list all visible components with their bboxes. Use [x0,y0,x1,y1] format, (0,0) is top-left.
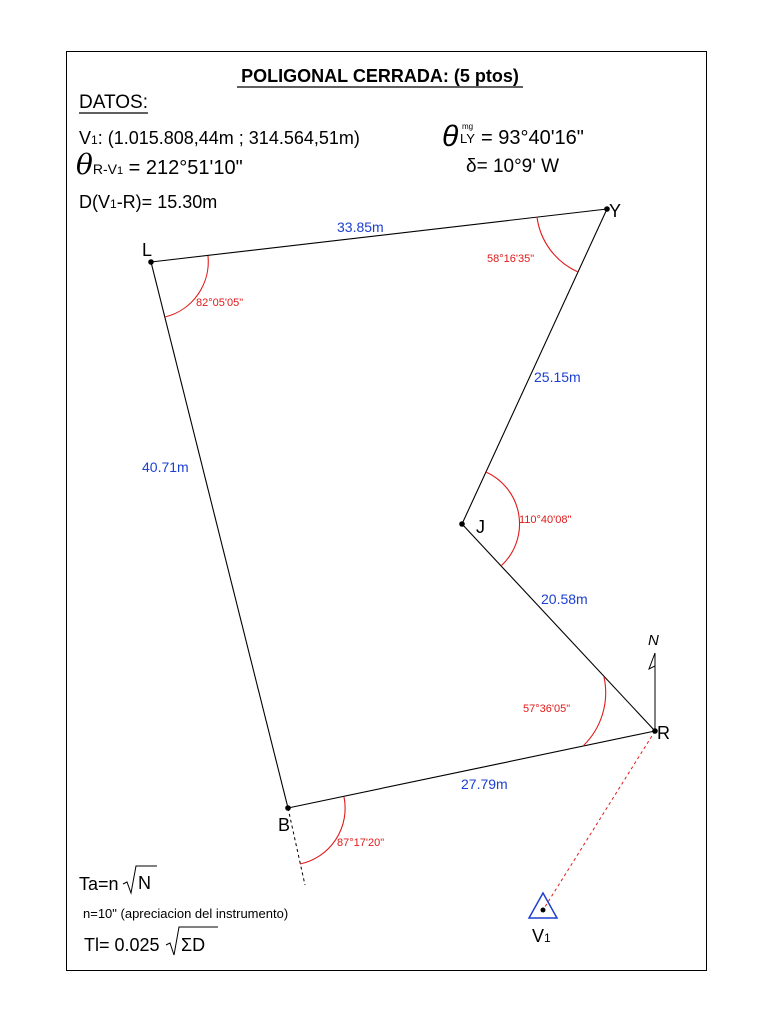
theta-ly-subscript: LY [460,131,475,146]
theta-ly-symbol: θ [442,120,459,153]
v1-station-icon [529,893,557,918]
theta-ly-value: = 93°40'16" [481,127,584,149]
point-label-v1: V1 [532,926,551,946]
edge-y-j [462,209,607,524]
datos-heading: DATOS: [79,92,148,113]
point-label-b: B [278,815,291,835]
angle-label-j: 110°40'08" [519,514,572,526]
declination-delta: δ= 10°9' W [466,156,560,177]
north-label: N [648,632,659,649]
angle-label-l: 82°05'05" [196,297,244,309]
distance-label-ly: 33.85m [337,219,384,235]
formula-ta-radicand: N [138,873,151,893]
north-arrow-icon [649,653,655,731]
point-label-j: J [476,517,485,537]
arc-b [300,797,345,864]
r-v1-line [543,731,655,910]
vertex-l [148,259,154,265]
point-label-y: Y [609,201,622,221]
arc-j [486,472,520,566]
page-title: POLIGONAL CERRADA: (5 ptos) [241,66,519,86]
angle-label-r: 57°36'05" [523,703,571,715]
edge-j-r [462,524,655,731]
arc-r [583,677,606,746]
distance-label-bl: 40.71m [142,459,189,475]
distance-label-yj: 25.15m [534,369,581,385]
theta-rv1: θR-V1 = 212°51'10" [76,148,243,181]
formula-tl-radicand: ΣD [181,935,206,955]
angle-label-y: 58°16'35" [487,253,535,265]
b-extension-line [288,808,305,885]
theta-ly-superscript: mg [462,122,474,131]
vertex-v1 [541,908,546,913]
formula-tl-left: Tl= 0.025 [84,935,160,955]
angle-label-b: 87°17'20" [337,837,385,849]
edge-l-y [151,209,607,262]
vertex-b [285,805,291,811]
angle-arcs [165,217,606,864]
edge-r-b [288,731,655,808]
distance-label-jr: 20.58m [541,591,588,607]
distance-v1-r: D(V1-R)= 15.30m [79,192,218,212]
vertices [148,206,658,912]
formula-n-note: n=10" (apreciacion del instrumento) [83,906,289,921]
formula-ta-left: Ta=n [79,874,119,894]
edge-b-l [151,262,288,808]
vertex-j [459,521,465,527]
v1-coordinates: V1: (1.015.808,44m ; 314.564,51m) [79,128,360,148]
arc-y [537,217,578,272]
distance-label-rb: 27.79m [461,776,508,792]
point-label-r: R [657,723,670,743]
point-label-l: L [142,240,153,260]
